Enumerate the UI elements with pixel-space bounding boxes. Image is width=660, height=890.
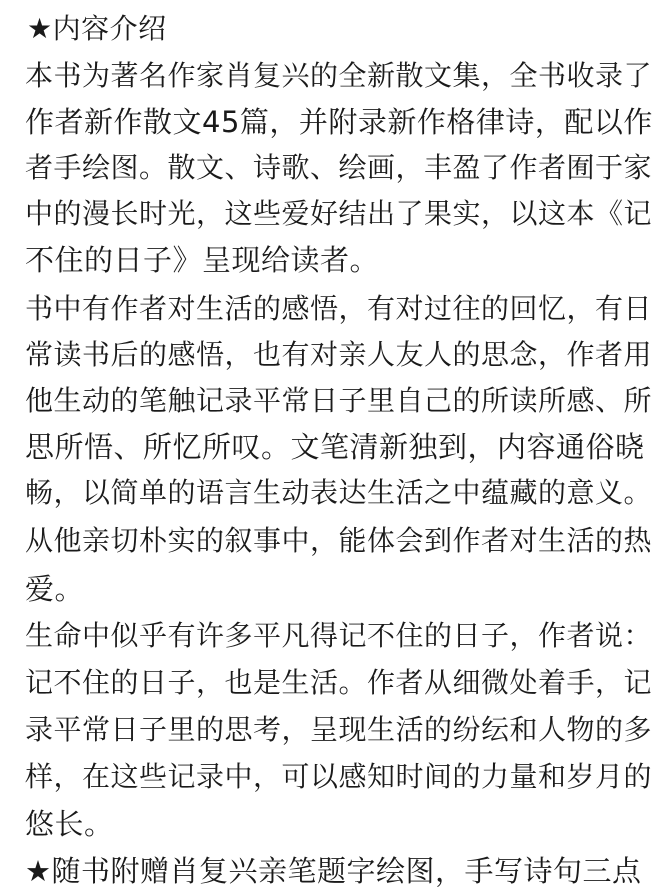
section-heading: ★内容介绍 <box>27 12 167 45</box>
paragraph-line: 畅，以简单的语言生动表达生活之中蕴藏的意义。 <box>25 476 653 509</box>
paragraph-line: 从他亲切朴实的叙事中，能体会到作者对生活的热 <box>25 524 653 557</box>
paragraph-line-cutoff: ★随书附赠肖复兴亲笔题字绘图，手写诗句三点 <box>25 854 642 888</box>
paragraph-line: 记不住的日子，也是生活。作者从细微处着手，记 <box>25 666 653 699</box>
paragraph-line: 爱。 <box>25 572 85 606</box>
paragraph-line: 作者新作散文45篇，并附录新作格律诗，配以作 <box>25 105 653 139</box>
paragraph-line: 书中有作者对生活的感悟，有对过往的回忆，有日 <box>25 292 653 325</box>
paragraph-line: 常读书后的感悟，也有对亲人友人的思念，作者用 <box>25 338 653 371</box>
paragraph-line: 中的漫长时光，这些爱好结出了果实，以这本《记 <box>25 197 653 230</box>
paragraph-line: 生命中似乎有许多平凡得记不住的日子，作者说： <box>25 619 653 652</box>
paragraph-line: 者手绘图。散文、诗歌、绘画，丰盈了作者囿于家 <box>25 151 653 184</box>
paragraph-line: 他生动的笔触记录平常日子里自己的所读所感、所 <box>25 384 653 417</box>
paragraph-line: 思所悟、所忆所叹。文笔清新独到，内容通俗晓 <box>25 430 645 464</box>
paragraph-line: 悠长。 <box>25 807 114 841</box>
paragraph-line: 本书为著名作家肖复兴的全新散文集，全书收录了 <box>25 59 653 92</box>
paragraph-line: 样，在这些记录中，可以感知时间的力量和岁月的 <box>25 760 653 793</box>
paragraph-line: 不住的日子》呈现给读者。 <box>25 243 380 277</box>
paragraph-line: 录平常日子里的思考，呈现生活的纷纭和人物的多 <box>25 713 653 746</box>
